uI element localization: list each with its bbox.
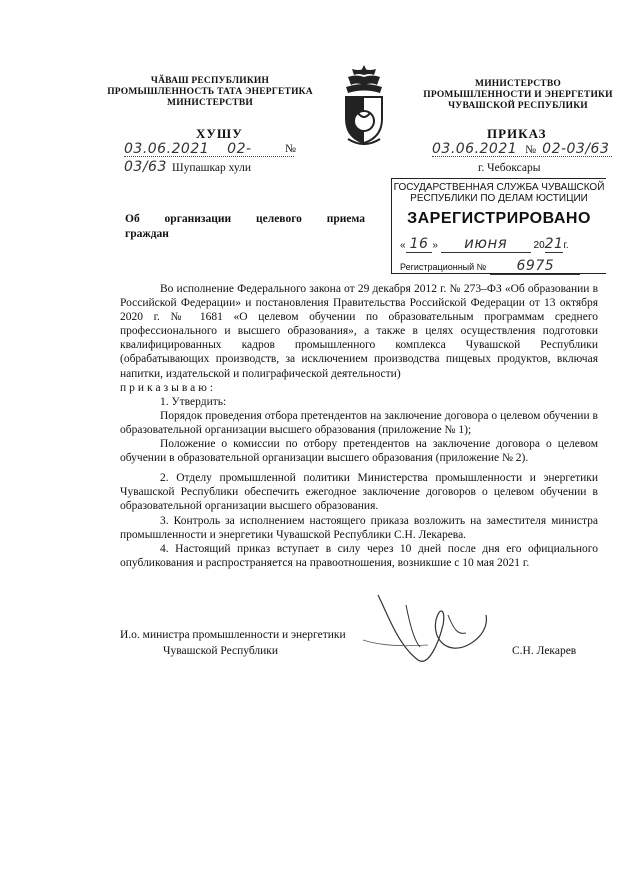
- header-right-line-1: МИНИСТЕРСТВО: [475, 79, 561, 89]
- body-item-4: 4. Настоящий приказ вступает в силу через 10 дней после дня его официального опубликования и распространяется на правоотношения, возникшие с 10 мая 2021 г.: [120, 542, 598, 569]
- stamp-regno-hand: 6975: [490, 258, 580, 275]
- body-item-1b: Положение о комиссии по отбору претендентов на заключение договора о целевом обучении в образовательной организации высшего образования (приложение № 2).: [120, 438, 598, 465]
- right-number-hand: 02-03/63: [542, 141, 610, 157]
- stamp-quote-open: «: [400, 240, 406, 251]
- right-number-sign: №: [525, 144, 537, 156]
- stamp-year-suffix: г.: [563, 240, 569, 251]
- body-item-2: 2. Отделу промышленной политики Министерства промышленности и энергетики Чувашской Республики обеспечить ежегодное заключение договоров о целевом обучении в образовательной организации высшего образования.: [120, 472, 598, 513]
- stamp-registered: ЗАРЕГИСТРИРОВАНО: [407, 210, 591, 227]
- right-city: г. Чебоксары: [478, 162, 541, 174]
- left-date-hand: 03.06.2021: [124, 141, 210, 157]
- signature-name: С.Н. Лекарев: [512, 645, 577, 657]
- stamp-month-hand: июня: [441, 234, 531, 253]
- stamp-day-hand: 16: [406, 236, 433, 253]
- header-left-line-2: ПРОМЫШЛЕННОСТЬ ТАТА ЭНЕРГЕТИКА: [107, 87, 313, 97]
- stamp-year-hand: 21: [544, 236, 564, 252]
- left-number-hand: 02-03/63: [124, 141, 252, 175]
- title-left: ХУШУ: [196, 126, 243, 141]
- stamp-line-2: РЕСПУБЛИКИ ПО ДЕЛАМ ЮСТИЦИИ: [410, 193, 588, 204]
- header-left-line-1: ЧӐВАШ РЕСПУБЛИКИН: [150, 76, 270, 86]
- body-intro: Во исполнение Федерального закона от 29 декабря 2012 г. № 273–ФЗ «Об образовании в Российской Федерации» и постановления Правительства Российской Федерации от 13 октября 2020 г. № 1681 «О целевом обучении по образовательным программам среднего профессионального и высшего образования», а также в целях осуществления подготовки квалифицированных кадров промышленного комплекса Чувашской Республики (обрабатывающих производств, за исключением производства пищевых продуктов, включая напитки, издательской и полиграфической деятельности): [120, 283, 598, 380]
- stamp-regno-line: [400, 257, 606, 275]
- body-orders-word: приказываю:: [120, 381, 217, 394]
- header-right-block: [418, 79, 618, 112]
- stamp-year-prefix: 20: [533, 240, 545, 251]
- document-body: [120, 282, 598, 570]
- left-city: Шупашкар хули: [172, 162, 252, 174]
- header-left-block: [100, 76, 320, 109]
- stamp-quote-close: »: [432, 240, 438, 251]
- right-date-number-line: [432, 140, 612, 157]
- stamp-date-line: [400, 234, 606, 253]
- emblem-icon: [338, 63, 390, 145]
- handwritten-signature-icon: [358, 585, 508, 680]
- registration-stamp: [391, 178, 606, 274]
- header-right-line-3: ЧУВАШСКОЙ РЕСПУБЛИКИ: [448, 101, 588, 111]
- left-number-sign: №: [285, 143, 296, 155]
- body-item-1: 1. Утвердить:: [160, 395, 227, 408]
- signature-title-line-2: Чувашской Республики: [163, 645, 279, 657]
- header-right-line-2: ПРОМЫШЛЕННОСТИ И ЭНЕРГЕТИКИ: [423, 90, 613, 100]
- right-date-hand: 03.06.2021: [432, 141, 518, 157]
- signature-title-line-1: И.о. министра промышленности и энергетики: [120, 629, 346, 641]
- title-right: ПРИКАЗ: [487, 126, 547, 141]
- body-item-3: 3. Контроль за исполнением настоящего приказа возложить на заместителя министра промышленности и энергетики Чувашской Республики С.Н. Лекарева.: [120, 514, 598, 541]
- body-item-1a: Порядок проведения отбора претендентов на заключение договора о целевом обучении в образовательной организации высшего образования (приложение № 1);: [120, 409, 598, 436]
- stamp-regno-label: Регистрационный №: [400, 262, 487, 272]
- header-left-line-3: МИНИСТЕРСТВИ: [167, 98, 253, 108]
- stamp-line-1: ГОСУДАРСТВЕННАЯ СЛУЖБА ЧУВАШСКОЙ: [393, 182, 605, 193]
- document-subject: Об организации целевого приема граждан: [125, 213, 365, 240]
